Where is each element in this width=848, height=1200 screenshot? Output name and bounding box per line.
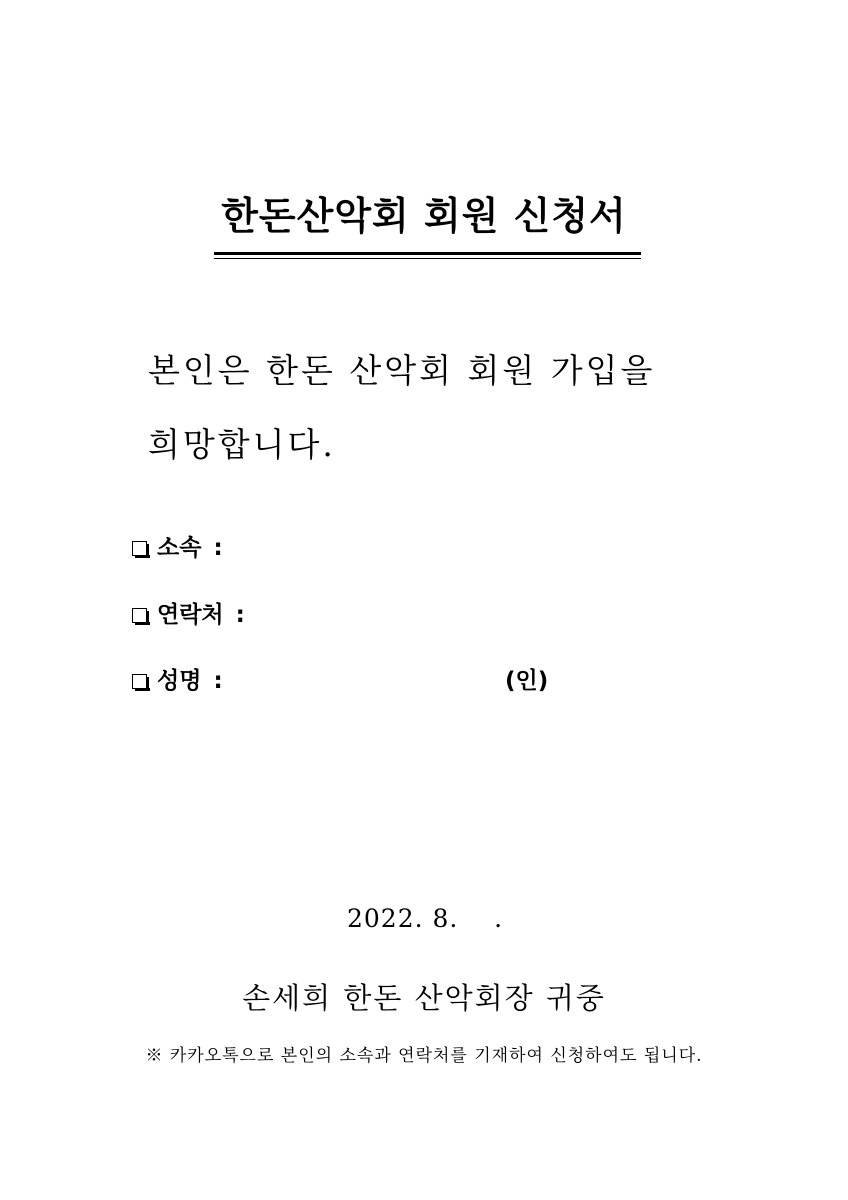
intro-line-1: 본인은 한돈 산악회 회원 가입을 xyxy=(148,351,656,390)
application-date: 2022. 8. . xyxy=(347,904,504,933)
field-contact-colon: : xyxy=(235,602,245,628)
footnote: ※ 카카오톡으로 본인의 소속과 연락처를 기재하여 신청하여도 됩니다. xyxy=(145,1046,703,1066)
title-underline-thick xyxy=(214,252,641,255)
field-contact-label: 연락처 xyxy=(157,602,224,628)
addressee: 손세희 한돈 산악회장 귀중 xyxy=(242,981,606,1015)
field-affiliation-label: 소속 xyxy=(157,535,202,561)
field-name xyxy=(132,666,223,696)
field-affiliation xyxy=(132,533,223,563)
field-affiliation-colon: : xyxy=(213,535,223,561)
checkbox-icon xyxy=(132,541,147,556)
intro-statement xyxy=(148,334,655,482)
checkbox-icon xyxy=(132,608,147,623)
form-title: 한돈산악회 회원 신청서 xyxy=(221,194,627,238)
intro-line-2: 희망합니다. xyxy=(148,425,336,464)
field-name-label: 성명 xyxy=(157,668,202,694)
seal-mark: (인) xyxy=(505,668,549,694)
title-underline-thin xyxy=(214,258,641,259)
field-contact xyxy=(132,600,245,630)
field-name-colon: : xyxy=(213,668,223,694)
checkbox-icon xyxy=(132,674,147,689)
